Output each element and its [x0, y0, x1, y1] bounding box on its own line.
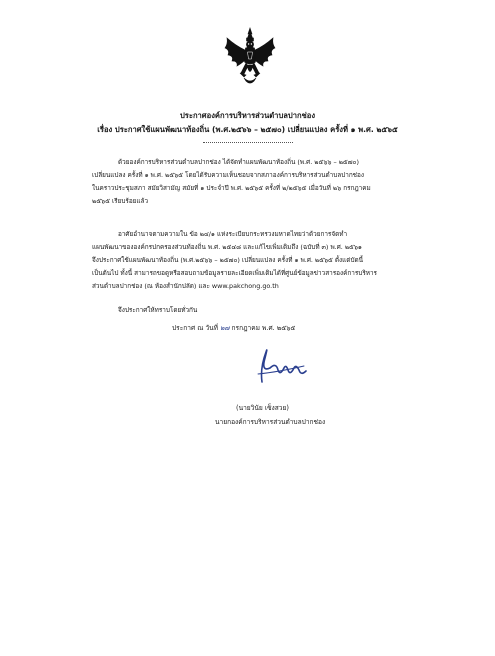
paragraph-1-line: เปลี่ยนแปลง ครั้งที่ ๑ พ.ศ. ๒๕๖๕ โดยได้รับความเห็นชอบจากสภาองค์การบริหารส่วนตำบลปากช่อง: [92, 171, 364, 179]
paragraph-1: [92, 156, 427, 208]
announcement-title: ประกาศองค์การบริหารส่วนตำบลปากช่อง: [179, 111, 316, 120]
closing-statement: [92, 304, 427, 317]
announce-suffix: กรกฎาคม พ.ศ. ๒๕๖๕: [231, 324, 296, 332]
paragraph-1-line: ๒๕๖๕ เรียบร้อยแล้ว: [92, 197, 149, 205]
paragraph-1-line: ในคราวประชุมสภา สมัยวิสามัญ สมัยที่ ๑ ประจำปี พ.ศ. ๒๕๖๕ ครั้งที่ ๒/๒๕๖๕ เมื่อวันที่ ๒๖ กรกฎาคม: [92, 184, 371, 192]
signer-position: นายกองค์การบริหารส่วนตำบลปากช่อง: [215, 418, 326, 426]
paragraph-2-line: แผนพัฒนาขององค์กรปกครองส่วนท้องถิ่น พ.ศ. ๒๕๔๘ และแก้ไขเพิ่มเติมถึง (ฉบับที่ ๓) พ.ศ. ๒๕๖๑: [92, 243, 362, 251]
paragraph-2-line: จึงประกาศใช้แผนพัฒนาท้องถิ่น (พ.ศ.๒๕๖๖ – ๒๕๗๐) เปลี่ยนแปลง ครั้งที่ ๑ พ.ศ. ๒๕๖๕ ตั้งแต่บัดนี้: [92, 256, 364, 264]
paragraph-2-line: เป็นต้นไป ทั้งนี้ สามารถขอดูหรือสอบถามข้อมูลรายละเอียดเพิ่มเติมได้ที่ศูนย์ข้อมูลข่าวสารองค์การบริหาร: [92, 269, 377, 277]
closing-line: จึงประกาศให้ทราบโดยทั่วกัน: [118, 306, 198, 314]
paragraph-1-line: ด้วยองค์การบริหารส่วนตำบลปากช่อง ได้จัดทำแผนพัฒนาท้องถิ่น (พ.ศ. ๒๕๖๖ – ๒๕๗๐): [118, 158, 359, 166]
announcement-subject: เรื่อง ประกาศใช้แผนพัฒนาท้องถิ่น (พ.ศ.๒๕๖๖ – ๒๕๗๐) เปลี่ยนแปลง ครั้งที่ ๑ พ.ศ. ๒๕๖๕: [97, 125, 398, 134]
announce-date: [172, 322, 295, 334]
dotted-separator: [203, 142, 293, 143]
handwritten-signature: [248, 338, 318, 386]
announce-prefix: ประกาศ ณ วันที่: [172, 324, 219, 332]
signer-name: (นายวินัย เซ็งสวย): [236, 404, 289, 412]
announce-day-handwritten: ๒๗: [220, 324, 230, 332]
paragraph-2: [92, 228, 427, 293]
paragraph-2-line: ส่วนตำบลปากช่อง (ณ ห้องสำนักปลัด) และ www.pakchong.go.th: [92, 282, 279, 290]
paragraph-2-line: อาศัยอำนาจตามความใน ข้อ ๒๔/๑ แห่งระเบียบกระทรวงมหาดไทยว่าด้วยการจัดทำ: [118, 230, 348, 238]
garuda-emblem: [222, 26, 278, 86]
